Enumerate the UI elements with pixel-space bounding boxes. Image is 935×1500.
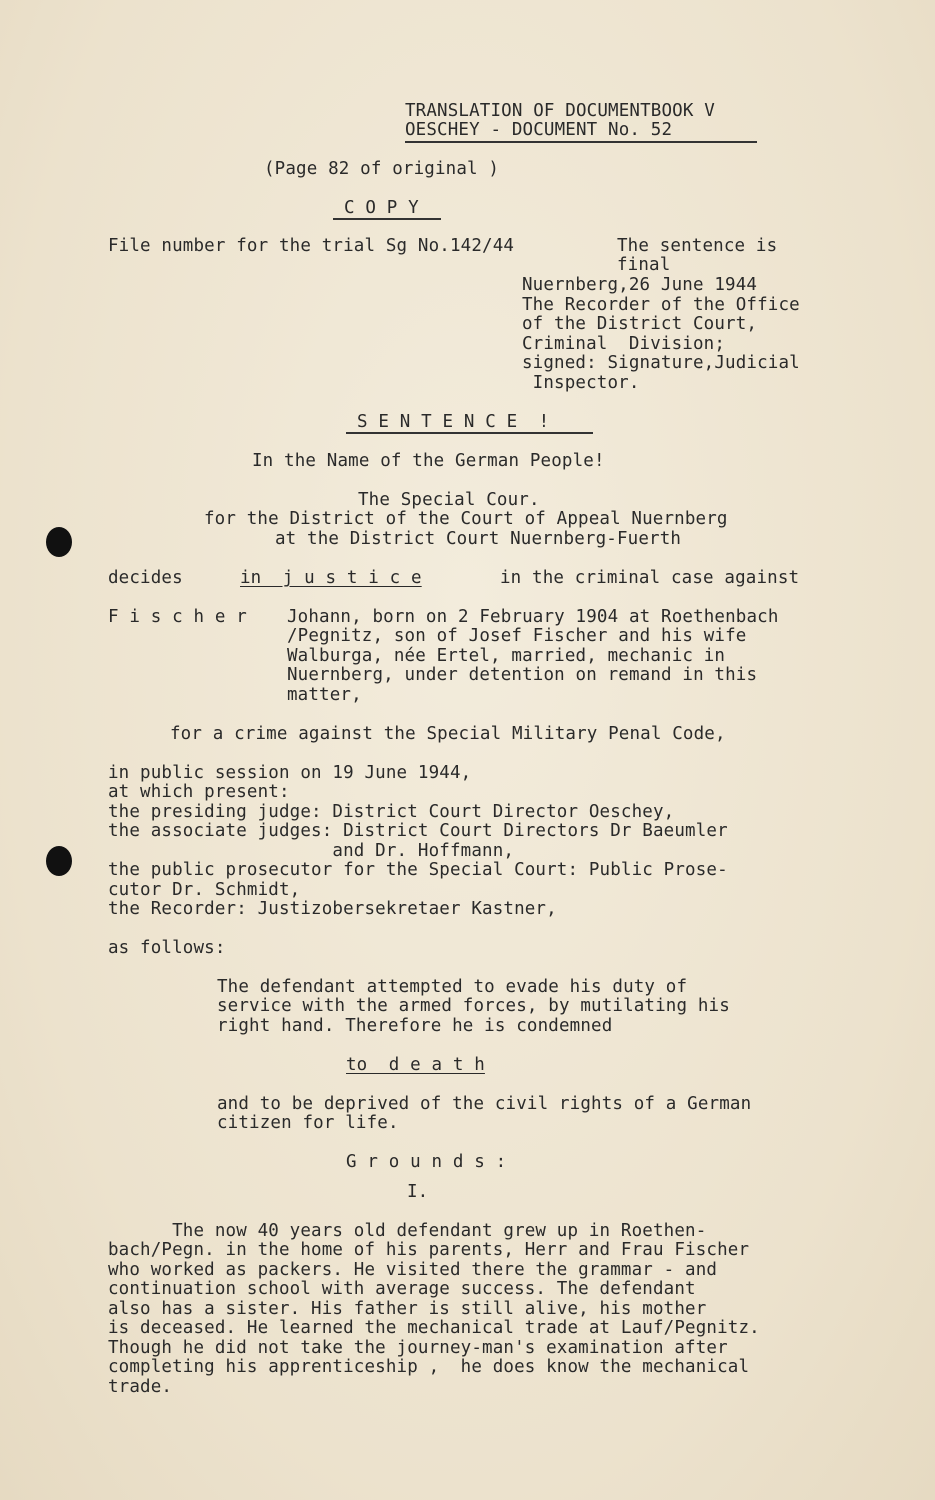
as-follows: as follows: xyxy=(108,938,226,958)
session-line: the public prosecutor for the Special Court: Public Prose- xyxy=(108,860,728,880)
grounds-paragraph-line: is deceased. He learned the mechanical trade at Lauf/Pegnitz. xyxy=(108,1318,760,1338)
verdict-line: right hand. Therefore he is condemned xyxy=(217,1016,613,1036)
defendant-line: /Pegnitz, son of Josef Fischer and his wife xyxy=(287,626,747,646)
certification-line: Inspector. xyxy=(522,373,640,393)
grounds-title: G r o u n d s : xyxy=(346,1152,507,1172)
verdict-line: service with the armed forces, by mutilating his xyxy=(217,996,730,1016)
verdict-line: The defendant attempted to evade his duty of xyxy=(217,977,688,997)
crime-line: for a crime against the Special Military Penal Code, xyxy=(170,724,726,744)
session-line: the associate judges: District Court Directors Dr Baeumler xyxy=(108,821,728,841)
grounds-paragraph-line: continuation school with average success. The defendant xyxy=(108,1279,696,1299)
certification-line: signed: Signature,Judicial xyxy=(522,353,800,373)
header-document-number: OESCHEY - DOCUMENT No. 52 xyxy=(405,120,673,140)
death-sentence: to d e a t h xyxy=(346,1055,485,1075)
civil-rights-line: and to be deprived of the civil rights of a German xyxy=(217,1094,752,1114)
session-line: in public session on 19 June 1944, xyxy=(108,763,472,783)
file-number: File number for the trial Sg No.142/44 xyxy=(108,236,515,256)
defendant-line: Nuernberg, under detention on remand in this xyxy=(287,665,758,685)
grounds-paragraph-line: who worked as packers. He visited there the grammar - and xyxy=(108,1260,718,1280)
certification-line: The Recorder of the Office xyxy=(522,295,800,315)
court-line: at the District Court Nuernberg-Fuerth xyxy=(275,529,682,549)
certification-line: final xyxy=(617,255,671,275)
certification-line: of the District Court, xyxy=(522,314,758,334)
page-reference: (Page 82 of original ) xyxy=(264,159,500,179)
copy-label: C O P Y xyxy=(344,198,419,218)
defendant-line: Walburga, née Ertel, married, mechanic in xyxy=(287,646,726,666)
copy-underline xyxy=(333,218,441,220)
session-line: cutor Dr. Schmidt, xyxy=(108,880,301,900)
court-line: The Special Cour. xyxy=(358,490,540,510)
punch-hole xyxy=(46,846,72,876)
defendant-line: matter, xyxy=(287,685,362,705)
defendant-line: Johann, born on 2 February 1904 at Roethenbach xyxy=(287,607,779,627)
header-underline xyxy=(405,141,757,143)
session-line: and Dr. Hoffmann, xyxy=(108,841,515,861)
grounds-paragraph-line: Though he did not take the journey-man's examination after xyxy=(108,1338,728,1358)
court-line: for the District of the Court of Appeal Nuernberg xyxy=(204,509,728,529)
certification-line: The sentence is xyxy=(617,236,778,256)
grounds-paragraph-line: bach/Pegn. in the home of his parents, Herr and Frau Fischer xyxy=(108,1240,750,1260)
certification-line: Nuernberg,26 June 1944 xyxy=(522,275,758,295)
decides-rest: in the criminal case against xyxy=(500,568,800,588)
in-the-name-line: In the Name of the German People! xyxy=(252,451,605,471)
civil-rights-line: citizen for life. xyxy=(217,1113,399,1133)
grounds-paragraph-line: trade. xyxy=(108,1377,173,1397)
header-title: TRANSLATION OF DOCUMENTBOOK V xyxy=(405,101,715,121)
grounds-paragraph-line: also has a sister. His father is still alive, his mother xyxy=(108,1299,707,1319)
grounds-section-number: I. xyxy=(407,1182,429,1202)
session-line: at which present: xyxy=(108,782,290,802)
grounds-paragraph-line: The now 40 years old defendant grew up in Roethen- xyxy=(108,1221,707,1241)
session-line: the Recorder: Justizobersekretaer Kastner, xyxy=(108,899,557,919)
session-line: the presiding judge: District Court Director Oeschey, xyxy=(108,802,675,822)
grounds-paragraph-line: completing his apprenticeship , he does know the mechanical xyxy=(108,1357,750,1377)
defendant-name: F i s c h e r xyxy=(108,607,247,627)
in-justice: in j u s t i c e xyxy=(240,568,422,588)
certification-line: Criminal Division; xyxy=(522,334,726,354)
sentence-underline xyxy=(346,432,593,434)
decides-word: decides xyxy=(108,568,183,588)
sentence-title: S E N T E N C E ! xyxy=(357,412,550,432)
punch-hole xyxy=(46,527,72,557)
